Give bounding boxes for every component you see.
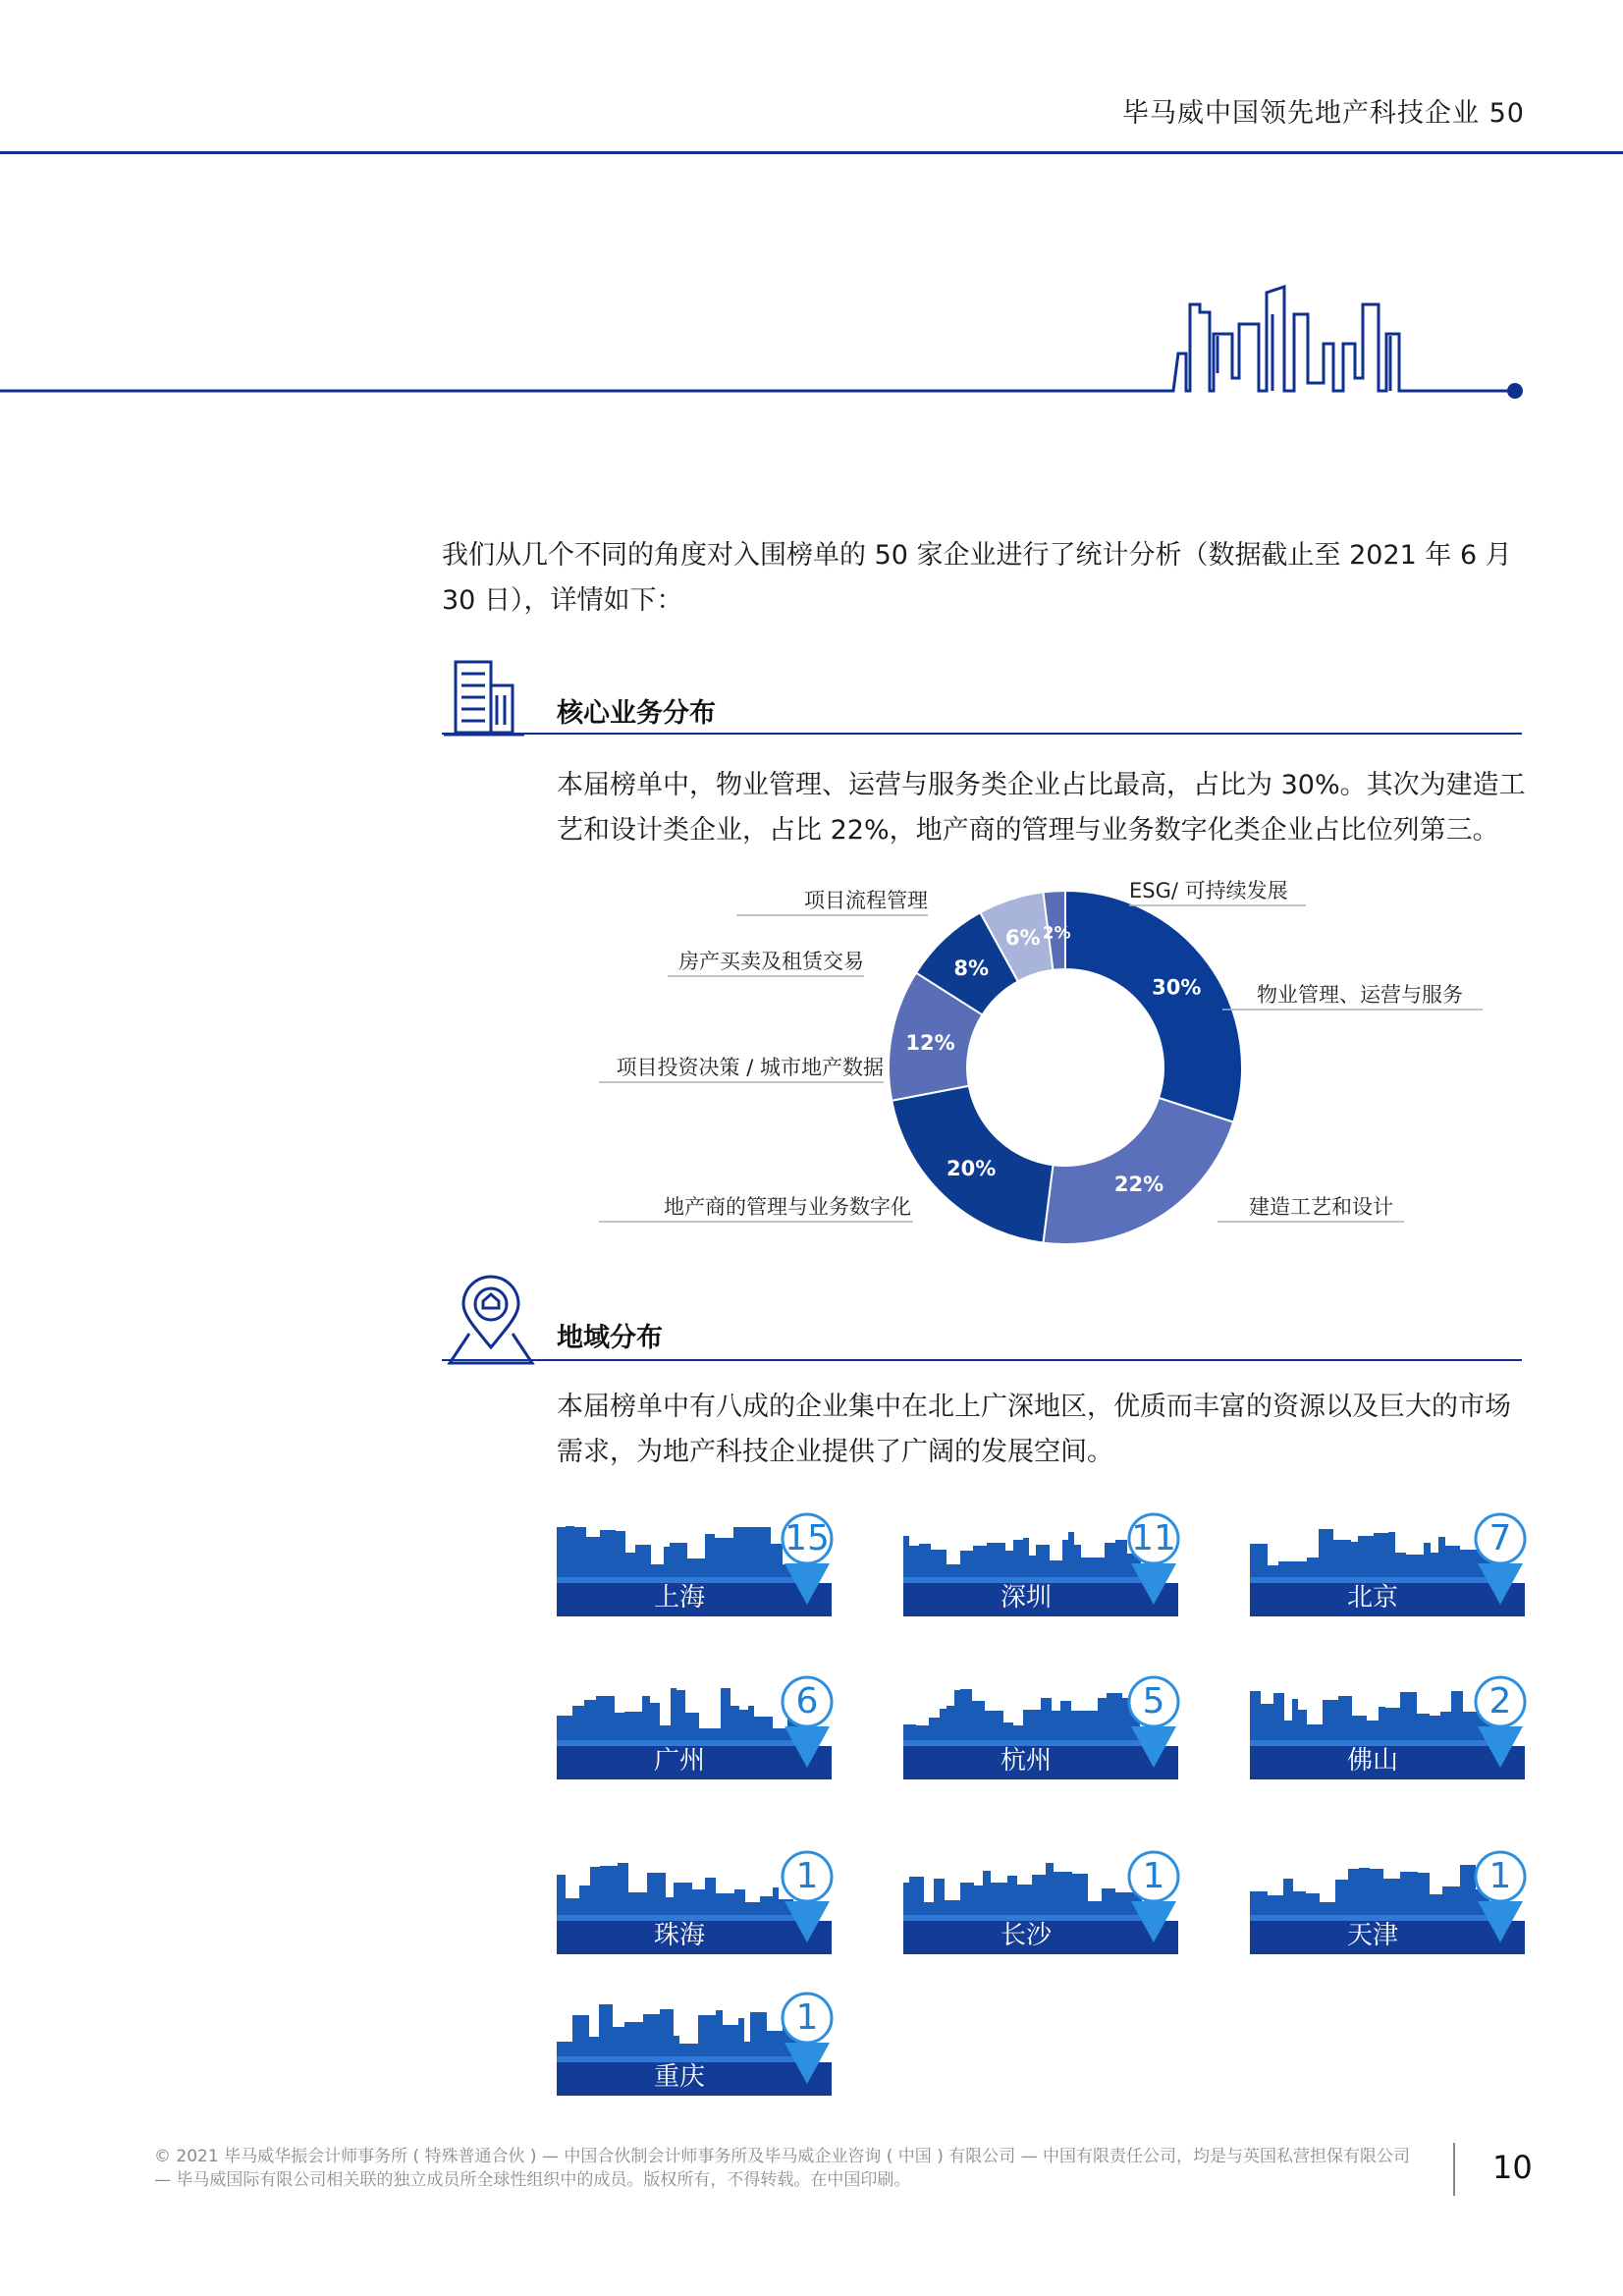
donut-value-label: 22%	[1113, 1173, 1164, 1197]
section-title-business: 核心业务分布	[557, 698, 716, 729]
donut-category-label: 地产商的管理与业务数字化	[664, 1195, 911, 1219]
donut-category-label: 物业管理、运营与服务	[1257, 983, 1463, 1007]
city-name: 杭州	[1000, 1746, 1052, 1776]
donut-value-label: 12%	[905, 1030, 955, 1055]
city-name: 广州	[653, 1746, 705, 1776]
city-company-count: 2	[1488, 1681, 1512, 1722]
city-name: 天津	[1346, 1921, 1398, 1950]
page-header-title: 毕马威中国领先地产科技企业 50	[1122, 98, 1525, 129]
city-name: 上海	[653, 1583, 705, 1613]
business-distribution-donut-chart	[579, 864, 1522, 1277]
skyline-line-decoration	[0, 275, 1623, 412]
city-skyline-silhouette	[1250, 1513, 1496, 1585]
city-skyline-silhouette	[903, 1674, 1147, 1748]
donut-value-label: 20%	[947, 1157, 997, 1181]
city-card	[557, 1988, 832, 2101]
intro-paragraph: 我们从几个不同的角度对入围榜单的 50 家企业进行了统计分析（数据截止至 2021 年 6 月 30 日），详情如下：	[442, 540, 1512, 616]
city-company-count: 11	[1131, 1518, 1176, 1558]
footer-divider	[1453, 2143, 1455, 2196]
city-company-count: 1	[1142, 1856, 1165, 1896]
city-name: 北京	[1346, 1583, 1398, 1613]
city-skyline-silhouette	[903, 1855, 1147, 1923]
city-company-count: 1	[1488, 1856, 1512, 1896]
city-name: 长沙	[1000, 1921, 1052, 1950]
city-card	[557, 1671, 832, 1784]
footer-copyright: © 2021 毕马威华振会计师事务所 ( 特殊普通合伙 ) — 中国合伙制会计师事务所及毕马威企业咨询 ( 中国 ) 有限公司 — 中国有限责任公司，均是与英国私营担保有限公司 — 毕马威国际有限公司相关联的独立成员所全球性组织中的成员。版权所有，不得转载。在中国印刷。	[154, 2147, 1411, 2190]
section-title-region: 地域分布	[557, 1323, 663, 1353]
city-skyline-silhouette	[1250, 1677, 1495, 1748]
city-name: 深圳	[1000, 1583, 1052, 1613]
city-company-count: 6	[795, 1681, 819, 1722]
city-card	[1250, 1846, 1525, 1959]
city-card	[903, 1671, 1178, 1784]
donut-slice	[1065, 891, 1242, 1122]
section-rule-region	[442, 1359, 1522, 1361]
donut-value-label: 8%	[953, 956, 989, 980]
city-card	[557, 1508, 832, 1621]
building-icon	[442, 656, 526, 740]
section-rule-business	[442, 733, 1522, 735]
city-company-count: 7	[1488, 1518, 1512, 1558]
city-name: 重庆	[653, 2062, 705, 2092]
section-text-region: 本届榜单中有八成的企业集中在北上广深地区，优质而丰富的资源以及巨大的市场需求，为地产科技企业提供了广阔的发展空间。	[557, 1392, 1511, 1467]
city-skyline-silhouette	[1250, 1856, 1493, 1923]
location-pin-icon	[442, 1275, 540, 1365]
donut-value-label: 6%	[1004, 925, 1041, 950]
city-skyline-silhouette	[557, 1511, 800, 1585]
donut-category-label: 建造工艺和设计	[1249, 1195, 1393, 1219]
city-card	[1250, 1671, 1525, 1784]
city-card	[903, 1846, 1178, 1959]
city-company-count: 15	[784, 1518, 830, 1558]
header-rule	[0, 151, 1623, 154]
donut-category-label: 项目投资决策 / 城市地产数据	[616, 1056, 884, 1079]
donut-category-label: ESG/ 可持续发展	[1129, 879, 1288, 902]
section-text-business: 本届榜单中，物业管理、运营与服务类企业占比最高，占比为 30%。其次为建造工艺和设计类企业，占比 22%，地产商的管理与业务数字化类企业占比位列第三。	[557, 770, 1526, 846]
page-number: 10	[1492, 2149, 1533, 2186]
donut-value-label: 30%	[1152, 975, 1202, 1000]
city-skyline-silhouette	[557, 1851, 800, 1923]
city-card	[1250, 1508, 1525, 1621]
city-card	[903, 1508, 1178, 1621]
city-company-count: 1	[795, 1997, 819, 2038]
donut-category-label: 项目流程管理	[804, 889, 928, 912]
city-company-count: 1	[795, 1856, 819, 1896]
city-skyline-silhouette	[557, 1680, 800, 1748]
city-skyline-silhouette	[557, 1989, 808, 2064]
city-card	[557, 1846, 832, 1959]
skyline-line-end-dot	[1507, 383, 1523, 399]
donut-slice	[1043, 1098, 1233, 1244]
donut-category-label: 房产买卖及租赁交易	[678, 950, 864, 973]
city-name: 佛山	[1346, 1746, 1398, 1776]
city-skyline-silhouette	[903, 1516, 1147, 1585]
donut-value-label: 2%	[1042, 923, 1071, 944]
city-company-count: 5	[1142, 1681, 1165, 1722]
city-name: 珠海	[653, 1921, 705, 1950]
